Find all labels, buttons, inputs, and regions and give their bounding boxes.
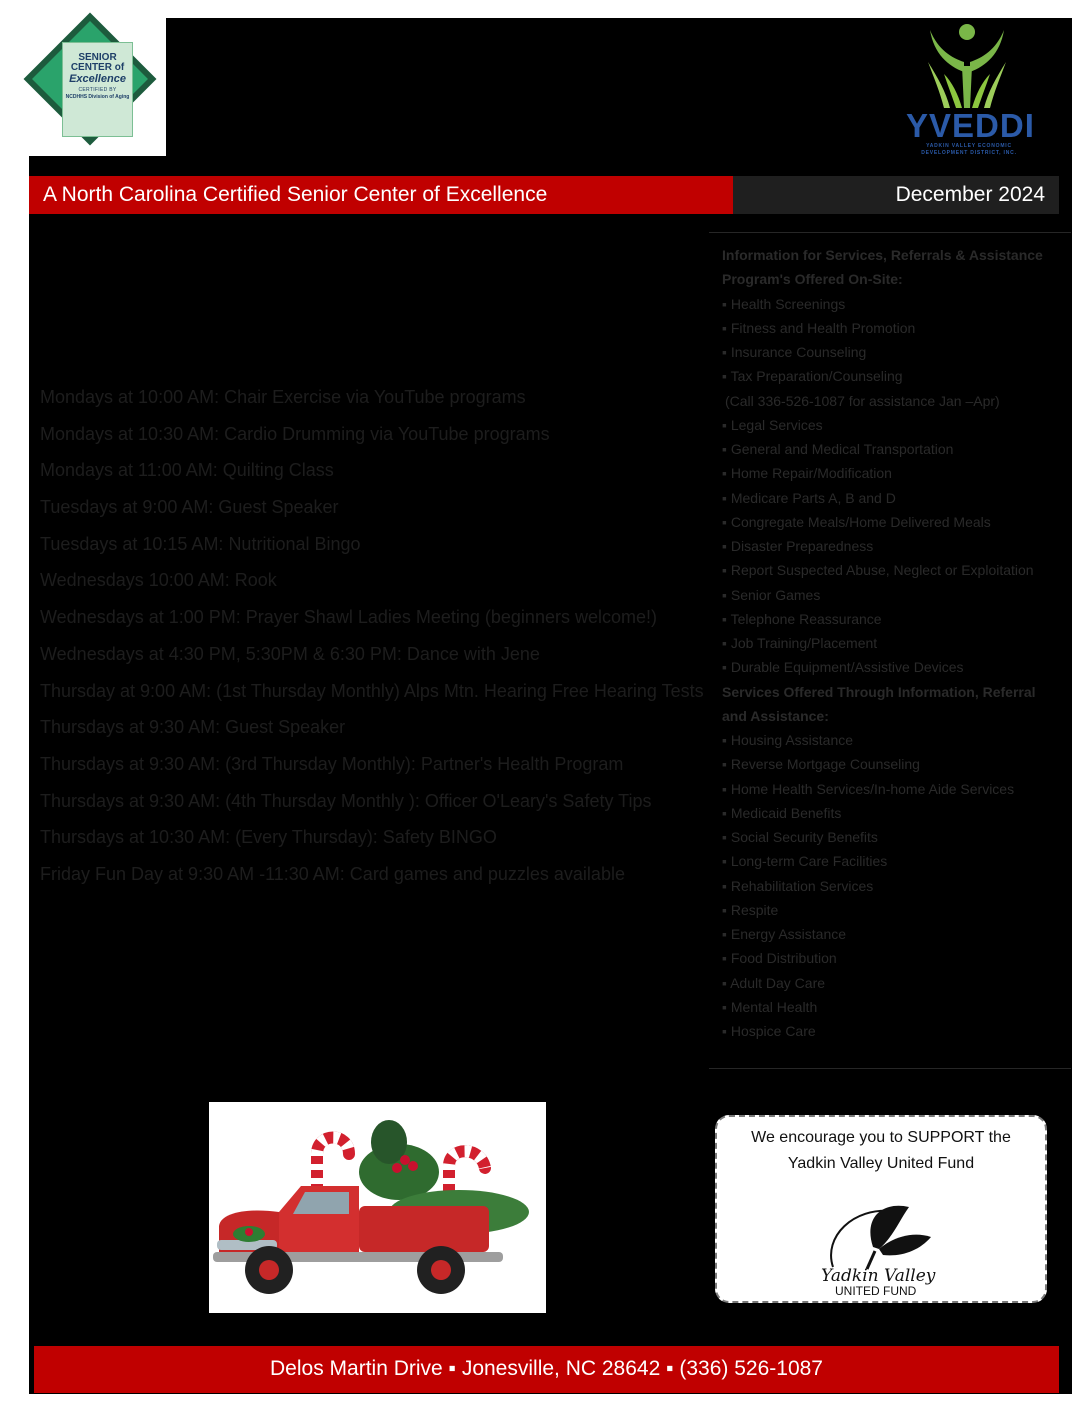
service-item: ▪ Job Training/Placement bbox=[722, 635, 878, 651]
schedule-item: Thursdays at 9:30 AM: (4th Thursday Monthly ): Officer O'Leary's Safety Tips bbox=[40, 790, 652, 811]
christmas-truck-image bbox=[209, 1102, 546, 1313]
fund-logo-caption: UNITED FUND bbox=[835, 1284, 917, 1297]
footer-address: Delos Martin Drive ▪ Jonesville, NC 28642 ▪ (336) 526-1087 bbox=[270, 1357, 823, 1380]
senior-center-excellence-logo bbox=[29, 18, 166, 156]
services-body bbox=[722, 245, 1067, 1045]
yveddi-subtitle: YADKIN VALLEY ECONOMIC DEVELOPMENT DISTRICT, INC. bbox=[921, 143, 1017, 156]
schedule-item: Wednesdays 10:00 AM: Rook bbox=[40, 570, 277, 591]
referral-item: ▪ Mental Health bbox=[722, 998, 818, 1015]
schedule-item: Tuesdays at 9:00 AM: Guest Speaker bbox=[40, 497, 339, 518]
service-item: ▪ Report Suspected Abuse, Neglect or Exploitation bbox=[722, 562, 1034, 579]
referral-item: ▪ Housing Assistance bbox=[722, 732, 854, 748]
sidebar-divider-top bbox=[709, 232, 1071, 233]
referral-heading: Services Offered Through Information, Referral bbox=[722, 683, 1036, 700]
referral-item: ▪ Energy Assistance bbox=[722, 926, 847, 942]
newsletter-date: December 2024 bbox=[895, 183, 1045, 206]
logo-text-line1: SENIOR CENTER of bbox=[70, 52, 125, 73]
services-sidebar bbox=[709, 232, 1071, 1070]
schedule-item: Wednesdays at 4:30 PM, 5:30PM & 6:30 PM: Dance with Jene bbox=[40, 643, 540, 664]
date-bar bbox=[733, 176, 1059, 214]
referral-item: ▪ Long-term Care Facilities bbox=[722, 853, 888, 870]
referral-item: ▪ Rehabilitation Services bbox=[722, 877, 874, 894]
service-item: ▪ Disaster Preparedness bbox=[722, 538, 874, 554]
schedule-item: Mondays at 10:30 AM: Cardio Drumming via YouTube programs bbox=[40, 423, 550, 444]
schedule-item: Mondays at 10:00 AM: Chair Exercise via YouTube programs bbox=[40, 387, 526, 407]
yveddi-name: YVEDDI bbox=[906, 107, 1035, 144]
schedule-item: Friday Fun Day at 9:30 AM -11:30 AM: Card games and puzzles available bbox=[40, 863, 625, 884]
service-item: ▪ Insurance Counseling bbox=[722, 344, 867, 360]
fund-line-1: We encourage you to SUPPORT the bbox=[751, 1129, 1011, 1146]
weekly-schedule-list bbox=[40, 384, 710, 898]
referral-item: ▪ Medicaid Benefits bbox=[722, 804, 842, 821]
service-item: ▪ Medicare Parts A, B and D bbox=[722, 489, 896, 506]
fund-text bbox=[717, 1125, 1045, 1177]
service-item: ▪ Tax Preparation/Counseling bbox=[722, 368, 903, 385]
yveddi-logo bbox=[896, 20, 1046, 162]
red-truck-icon bbox=[209, 1102, 546, 1313]
referral-item: ▪ Hospice Care bbox=[722, 1023, 816, 1039]
referral-heading-cont: and Assistance: bbox=[722, 707, 829, 724]
service-item: ▪ Durable Equipment/Assistive Devices bbox=[722, 659, 964, 676]
referral-item: ▪ Respite bbox=[722, 901, 779, 918]
schedule-item: Thursdays at 9:30 AM: (3rd Thursday Monthly): Partner's Health Program bbox=[40, 753, 624, 774]
title-bar bbox=[29, 176, 733, 214]
logo-text-line3: CERTIFIED BY bbox=[78, 87, 117, 93]
referral-item: ▪ Home Health Services/In-home Aide Services bbox=[722, 780, 1015, 797]
referral-item: ▪ Reverse Mortgage Counseling bbox=[722, 756, 920, 773]
service-item: ▪ Senior Games bbox=[722, 586, 821, 603]
page-title: A North Carolina Certified Senior Center of Excellence bbox=[43, 183, 548, 206]
referral-item: ▪ Social Security Benefits bbox=[722, 829, 878, 845]
service-item: ▪ Home Repair/Modification bbox=[722, 465, 892, 482]
service-note: (Call 336-526-1087 for assistance Jan –Apr) bbox=[725, 392, 1000, 409]
sidebar-divider-bottom bbox=[709, 1068, 1071, 1069]
onsite-heading: Program's Offered On-Site: bbox=[722, 271, 903, 288]
schedule-item: Tuesdays at 10:15 AM: Nutritional Bingo bbox=[40, 533, 361, 554]
logo-badge bbox=[62, 42, 133, 137]
schedule-item: Wednesdays at 1:00 PM: Prayer Shawl Ladies Meeting (beginners welcome!) bbox=[40, 607, 657, 628]
butterfly-logo-icon bbox=[813, 1197, 949, 1297]
service-item: ▪ Congregate Meals/Home Delivered Meals bbox=[722, 513, 991, 530]
referral-item: ▪ Adult Day Care bbox=[722, 974, 826, 991]
service-item: ▪ Fitness and Health Promotion bbox=[722, 319, 916, 336]
fund-line-2: Yadkin Valley United Fund bbox=[787, 1155, 975, 1172]
footer-bar bbox=[34, 1346, 1059, 1393]
schedule-item: Thursdays at 10:30 AM: (Every Thursday): Safety BINGO bbox=[40, 827, 497, 848]
service-item: ▪ General and Medical Transportation bbox=[722, 441, 954, 457]
service-item: ▪ Health Screenings bbox=[722, 295, 846, 312]
schedule-item: Thursdays at 9:30 AM: Guest Speaker bbox=[40, 717, 346, 738]
service-item: ▪ Telephone Reassurance bbox=[722, 610, 882, 627]
fund-logo-script: Yadkin Valley bbox=[821, 1266, 936, 1286]
logo-text-line2: Excellence bbox=[69, 73, 126, 85]
schedule-item: Thursday at 9:00 AM: (1st Thursday Monthly) Alps Mtn. Hearing Free Hearing Tests bbox=[40, 680, 704, 701]
referral-item: ▪ Food Distribution bbox=[722, 950, 837, 967]
schedule-item: Mondays at 11:00 AM: Quilting Class bbox=[40, 460, 334, 481]
service-item: ▪ Legal Services bbox=[722, 416, 823, 433]
yveddi-figure-icon bbox=[924, 22, 1010, 110]
logo-text-line4: NCDHHS Division of Aging bbox=[65, 94, 130, 100]
services-heading: Information for Services, Referrals & Assistance bbox=[722, 247, 1043, 263]
united-fund-box bbox=[715, 1115, 1047, 1303]
